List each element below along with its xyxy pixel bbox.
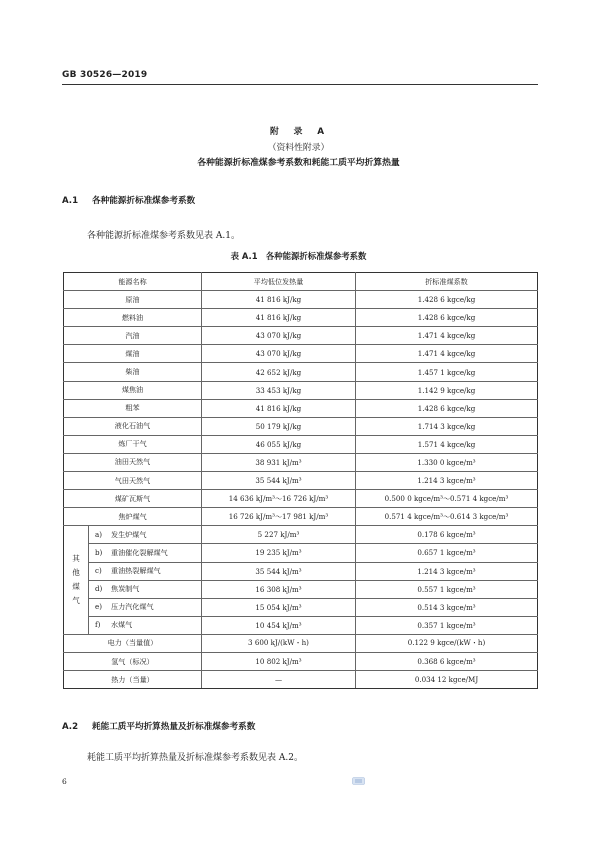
section-number: A.1 [62,196,79,206]
table-row [64,381,538,399]
table-row [64,671,538,689]
table-row [64,345,538,363]
table-row [64,472,538,490]
coefficient-cell: 1.571 4 kgce/kg [356,435,538,453]
heat-value-cell: 35 544 kJ/m³ [202,562,356,580]
header-rule [62,84,538,85]
group-label-cell [64,526,89,635]
group-label-char: 气 [72,596,80,606]
sub-item-index: a) [95,529,102,539]
sub-item-name: 发生炉煤气 [111,529,147,539]
coefficient-cell: 1.714 3 kgce/kg [356,417,538,435]
heat-value-cell: 19 235 kJ/m³ [202,544,356,562]
coefficient-cell: 0.514 3 kgce/m³ [356,598,538,616]
table-row [64,544,538,562]
energy-name-cell: 液化石油气 [64,417,202,435]
sub-item-index: d) [95,584,103,594]
table-row [64,417,538,435]
sub-item-name: 重油热裂解煤气 [111,566,161,576]
group-label-char: 其 [72,554,80,564]
standard-code: GB 30526—2019 [62,70,148,80]
heat-value-cell: 43 070 kJ/kg [202,327,356,345]
heat-value-cell: 41 816 kJ/kg [202,399,356,417]
energy-name-cell [89,580,202,598]
column-header: 平均低位发热量 [202,273,356,291]
group-label-char: 煤 [72,582,80,592]
heat-value-cell: 3 600 kJ/(kW・h) [202,634,356,652]
heat-value-cell: 16 726 kJ/m³～17 981 kJ/m³ [202,508,356,526]
section-a2-paragraph: 耗能工质平均折算热量及折标准煤参考系数见表 A.2。 [87,753,303,763]
heat-value-cell: 5 227 kJ/m³ [202,526,356,544]
coefficient-cell: 1.330 0 kgce/m³ [356,453,538,471]
heat-value-cell: 16 308 kJ/m³ [202,580,356,598]
heat-value-cell: 50 179 kJ/kg [202,417,356,435]
energy-name-cell: 炼厂干气 [64,435,202,453]
coefficient-cell: 1.428 6 kgce/kg [356,399,538,417]
table-row [64,634,538,652]
table-row [64,652,538,670]
table-row [64,580,538,598]
section-title: 各种能源折标准煤参考系数 [92,196,196,206]
column-header: 能源名称 [64,273,202,291]
coefficient-cell: 0.571 4 kgce/m³～0.614 3 kgce/m³ [356,508,538,526]
section-number: A.2 [62,722,79,732]
coefficient-cell: 0.122 9 kgce/(kW・h) [356,634,538,652]
energy-name-cell: 热力（当量） [64,671,202,689]
energy-name-cell [89,544,202,562]
energy-name-cell: 汽油 [64,327,202,345]
heat-value-cell: 10 454 kJ/m³ [202,616,356,634]
table-row [64,291,538,309]
table-row [64,453,538,471]
table-row [64,435,538,453]
energy-name-cell [89,598,202,616]
energy-name-cell: 粗苯 [64,399,202,417]
table-row [64,490,538,508]
annex-title: 附 录 A [270,127,327,137]
section-title: 耗能工质平均折算热量及折标准煤参考系数 [92,722,256,732]
energy-name-cell: 原油 [64,291,202,309]
heat-value-cell: 41 816 kJ/kg [202,291,356,309]
table-row [64,616,538,634]
section-a1-heading [62,194,195,206]
group-label-char: 他 [72,568,80,578]
energy-name-cell: 氢气（标况） [64,652,202,670]
table-row [64,526,538,544]
coefficient-cell: 0.178 6 kgce/m³ [356,526,538,544]
energy-name-cell [89,526,202,544]
sub-item-index: f) [95,620,101,630]
table-row [64,598,538,616]
annex-type: （资料性附录） [267,143,330,153]
coefficient-cell: 1.457 1 kgce/kg [356,363,538,381]
coefficient-cell: 1.214 3 kgce/m³ [356,472,538,490]
heat-value-cell: 46 055 kJ/kg [202,435,356,453]
sub-item-name: 重油催化裂解煤气 [111,547,168,557]
sub-item-name: 水煤气 [111,620,133,630]
watermark-stamp-icon [352,777,365,785]
table-row [64,399,538,417]
coefficient-cell: 1.471 4 kgce/kg [356,327,538,345]
energy-name-cell [89,616,202,634]
heat-value-cell: 42 652 kJ/kg [202,363,356,381]
table-row [64,508,538,526]
heat-value-cell: 33 453 kJ/kg [202,381,356,399]
heat-value-cell: 10 802 kJ/m³ [202,652,356,670]
coefficient-cell: 1.428 6 kgce/kg [356,309,538,327]
energy-name-cell: 燃料油 [64,309,202,327]
energy-name-cell: 气田天然气 [64,472,202,490]
page-number: 6 [62,777,67,786]
column-header: 折标准煤系数 [356,273,538,291]
table-row [64,363,538,381]
annex-subtitle: 各种能源折标准煤参考系数和耗能工质平均折算热量 [197,158,400,168]
coefficient-cell: 0.500 0 kgce/m³～0.571 4 kgce/m³ [356,490,538,508]
section-a1-paragraph: 各种能源折标准煤参考系数见表 A.1。 [87,231,240,241]
heat-value-cell: 14 636 kJ/m³～16 726 kJ/m³ [202,490,356,508]
coefficient-cell: 1.428 6 kgce/kg [356,291,538,309]
sub-item-index: e) [95,602,102,612]
energy-name-cell: 煤油 [64,345,202,363]
sub-item-name: 压力汽化煤气 [111,602,154,612]
sub-item-index: c) [95,566,102,576]
heat-value-cell: 15 054 kJ/m³ [202,598,356,616]
energy-name-cell: 油田天然气 [64,453,202,471]
table-header-row [64,273,538,291]
coefficient-cell: 0.557 1 kgce/m³ [356,580,538,598]
energy-name-cell: 柴油 [64,363,202,381]
energy-coefficient-table [63,272,538,689]
coefficient-cell: 1.214 3 kgce/m³ [356,562,538,580]
energy-name-cell: 煤焦油 [64,381,202,399]
section-a2-heading [62,720,255,732]
energy-name-cell: 煤矿瓦斯气 [64,490,202,508]
energy-name-cell: 焦炉煤气 [64,508,202,526]
heat-value-cell: 38 931 kJ/m³ [202,453,356,471]
table-row [64,327,538,345]
heat-value-cell: 41 816 kJ/kg [202,309,356,327]
coefficient-cell: 0.357 1 kgce/m³ [356,616,538,634]
coefficient-cell: 1.471 4 kgce/kg [356,345,538,363]
heat-value-cell: — [202,671,356,689]
table-row [64,309,538,327]
sub-item-index: b) [95,547,103,557]
energy-name-cell [89,562,202,580]
coefficient-cell: 0.368 6 kgce/m³ [356,652,538,670]
table-caption: 表 A.1 各种能源折标准煤参考系数 [230,251,367,261]
heat-value-cell: 43 070 kJ/kg [202,345,356,363]
table-row [64,562,538,580]
energy-name-cell: 电力（当量值） [64,634,202,652]
heat-value-cell: 35 544 kJ/m³ [202,472,356,490]
coefficient-cell: 1.142 9 kgce/kg [356,381,538,399]
coefficient-cell: 0.657 1 kgce/m³ [356,544,538,562]
sub-item-name: 焦炭制气 [111,584,140,594]
coefficient-cell: 0.034 12 kgce/MJ [356,671,538,689]
